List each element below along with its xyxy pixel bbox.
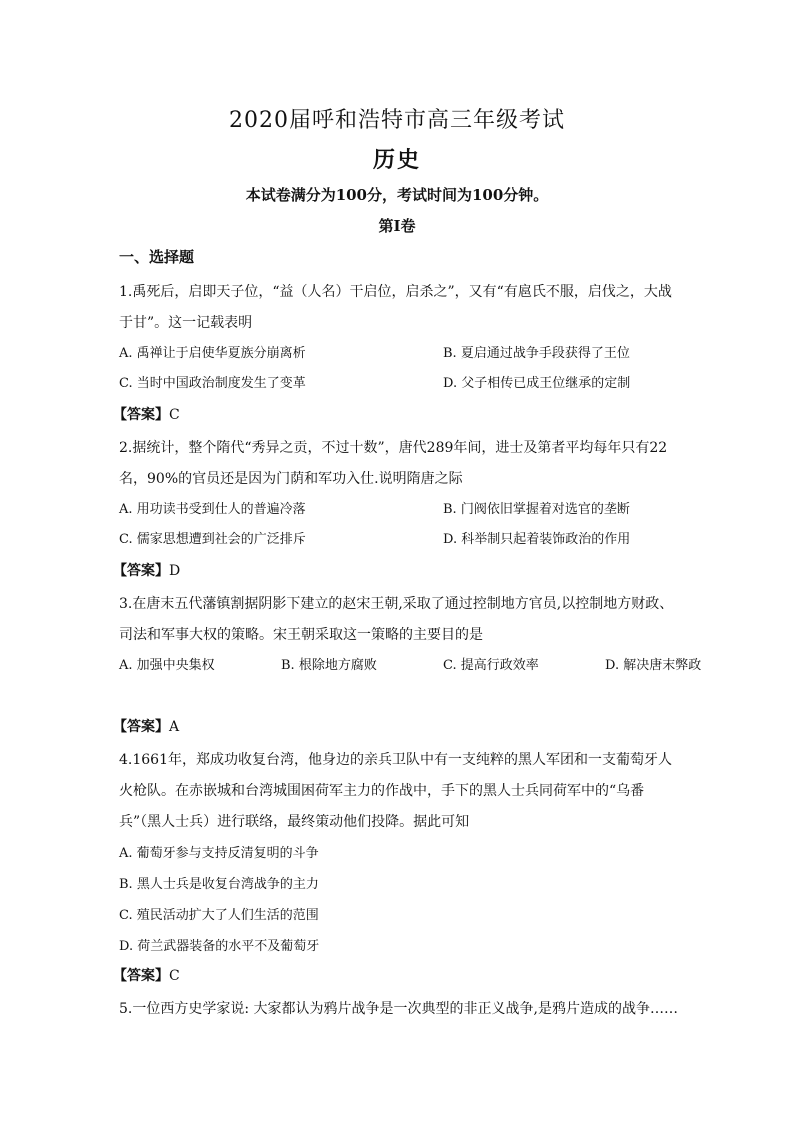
option-d: D. 解决唐末弊政 xyxy=(605,658,702,673)
answer-label: 【答案】 xyxy=(113,719,169,735)
option-b: B. 夏启通过战争手段获得了王位 xyxy=(443,346,630,361)
option-c: C. 提高行政效率 xyxy=(443,658,539,673)
option-d: D. 科举制只起着装饰政治的作用 xyxy=(443,532,631,547)
answer-label: 【答案】 xyxy=(113,563,169,579)
option-a: A. 葡萄牙参与支持反清复明的斗争 xyxy=(119,846,319,861)
question-5-stem: 5.一位西方史学家说: 大家都认为鸦片战争是一次典型的非正义战争,是鸦片造成的战争…… xyxy=(119,1001,678,1017)
exam-note: 本试卷满分为100分，考试时间为100分钟。 xyxy=(245,186,549,204)
option-b: B. 根除地方腐败 xyxy=(281,658,377,673)
question-3-stem: 3.在唐末五代藩镇割据阴影下建立的赵宋王朝,采取了通过控制地方官员,以控制地方财政、司法和军事大权的策略。宋王朝采取这一策略的主要目的是 xyxy=(119,596,674,643)
option-b: B. 门阀依旧掌握着对选官的垄断 xyxy=(443,502,630,517)
question-4-stem: 4.1661年，郑成功收复台湾，他身边的亲兵卫队中有一支纯粹的黑人军团和一支葡萄牙人火枪队。在赤嵌城和台湾城围困荷军主力的作战中，手下的黑人士兵同荷军中的“乌番兵”（黑人士兵）进行联络，最终策动他们投降。据此可知 xyxy=(119,752,672,830)
question-3-answer xyxy=(113,716,179,736)
answer-value: D xyxy=(169,563,181,579)
answer-value: C xyxy=(169,968,180,984)
question-4-option-c-row xyxy=(119,904,675,924)
answer-value: C xyxy=(169,407,180,423)
question-4-answer xyxy=(113,965,180,985)
question-4-option-d-row xyxy=(119,935,675,955)
option-b: B. 黑人士兵是收复台湾战争的主力 xyxy=(119,877,319,892)
option-c: C. 当时中国政治制度发生了变革 xyxy=(119,376,306,391)
part-title: 第I卷 xyxy=(378,217,416,235)
option-d: D. 荷兰武器装备的水平不及葡萄牙 xyxy=(119,939,320,954)
section-heading: 一、选择题 xyxy=(119,248,195,266)
question-2-options xyxy=(119,498,675,518)
question-2-options-2 xyxy=(119,528,675,548)
option-a: A. 加强中央集权 xyxy=(119,658,215,673)
exam-title: 2020届呼和浩特市高三年级考试 xyxy=(229,108,565,133)
option-d: D. 父子相传已成王位继承的定制 xyxy=(443,376,631,391)
question-1-answer xyxy=(113,404,180,424)
question-4-option-b-row xyxy=(119,873,675,893)
question-1-options xyxy=(119,342,675,362)
question-1-stem: 1.禹死后，启即天子位，“益（人名）干启位，启杀之”，又有“有扈氏不服，启伐之，大战于甘”。这一记载表明 xyxy=(119,284,672,331)
answer-label: 【答案】 xyxy=(113,968,169,984)
question-3-options xyxy=(119,654,702,674)
question-4-option-a-row xyxy=(119,842,675,862)
answer-label: 【答案】 xyxy=(113,407,169,423)
question-2-answer xyxy=(113,560,180,580)
option-c: C. 儒家思想遭到社会的广泛排斥 xyxy=(119,532,306,547)
subject-title: 历史 xyxy=(372,147,421,173)
answer-value: A xyxy=(169,719,180,735)
option-a: A. 用功读书受到仕人的普遍冷落 xyxy=(119,502,306,517)
question-2-stem: 2.据统计，整个隋代“秀异之贡，不过十数”，唐代289年间，进士及第者平均每年只有22名，90%的官员还是因为门荫和军功入仕.说明隋唐之际 xyxy=(119,440,668,487)
option-c: C. 殖民活动扩大了人们生活的范围 xyxy=(119,908,319,923)
question-1-options-2 xyxy=(119,372,675,392)
option-a: A. 禹禅让于启使华夏族分崩离析 xyxy=(119,346,306,361)
